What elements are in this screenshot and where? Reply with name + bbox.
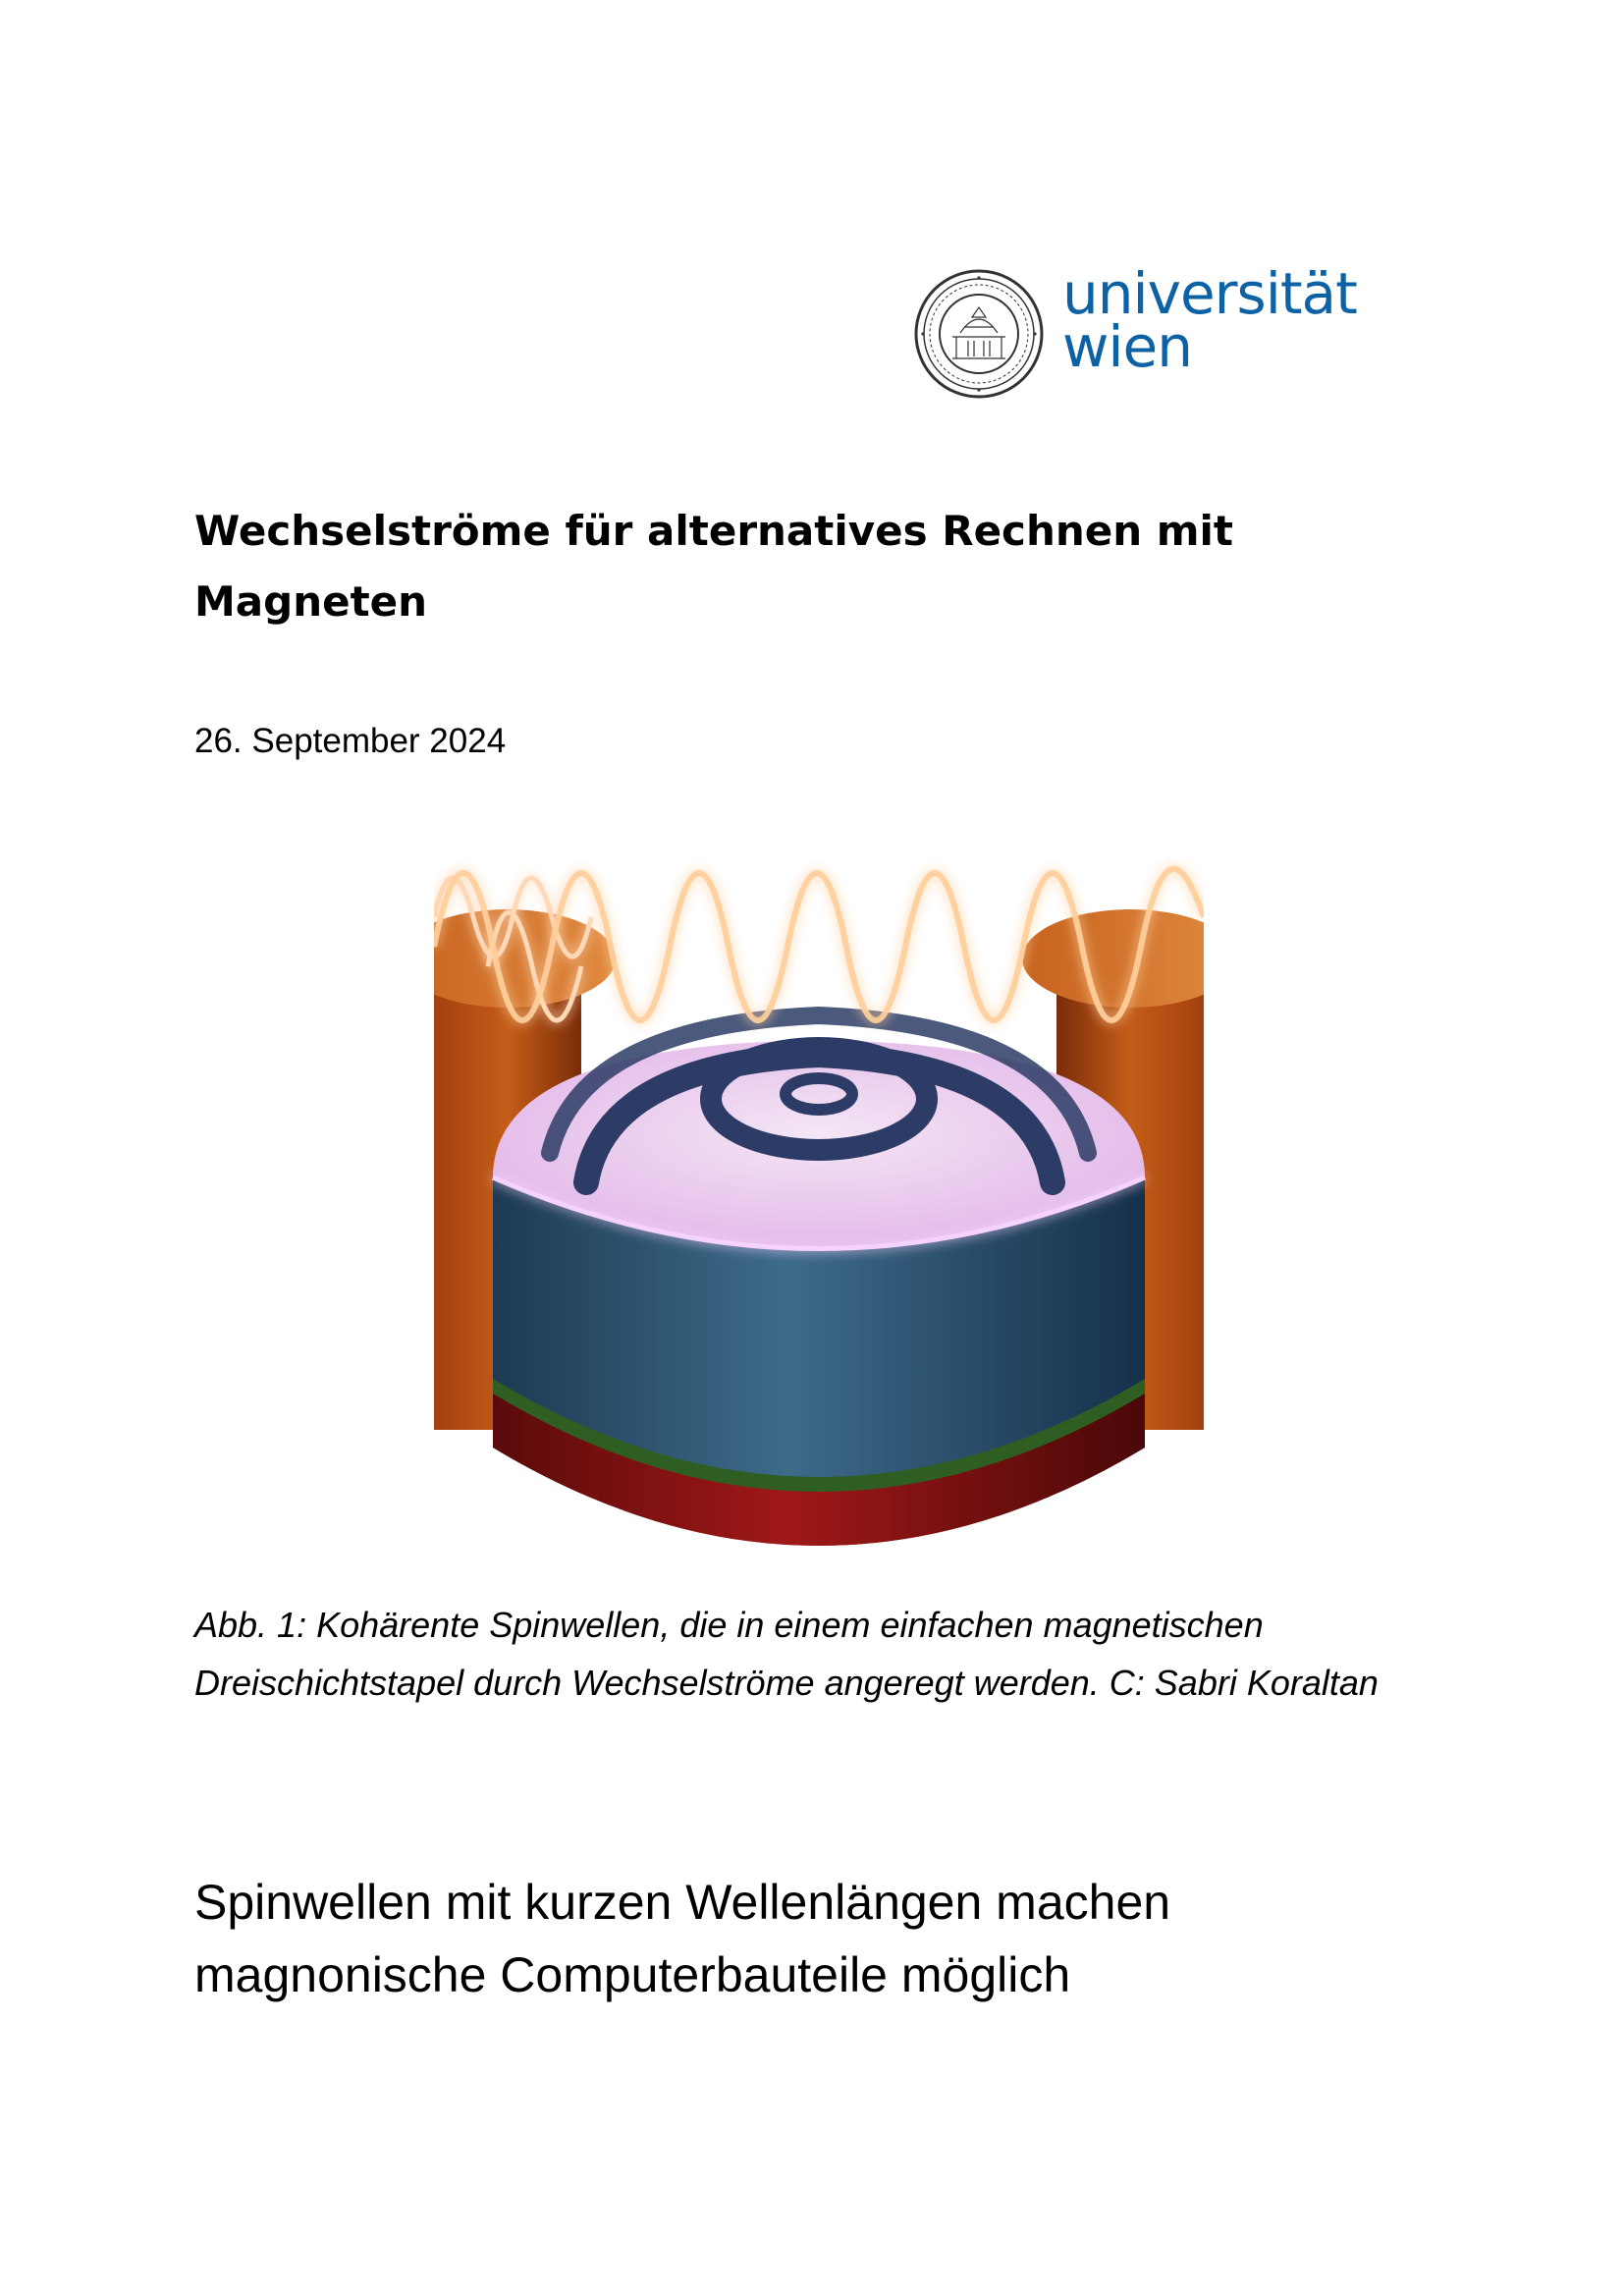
figure-caption: Abb. 1: Kohärente Spinwellen, die in einem einfachen magnetischen Dreischichtstapel durch Wechselströme angeregt werden. C: Sabri Koraltan: [194, 1605, 1379, 1703]
article-subheadline: Spinwellen mit kurzen Wellenlängen machen magnonische Computerbauteile möglich: [194, 1875, 1171, 2002]
article-date: 26. September 2024: [194, 722, 507, 760]
university-logo: [913, 260, 1414, 403]
wordmark-line-1: universität: [1062, 260, 1357, 327]
university-seal-icon: [913, 268, 1045, 400]
wordmark-line-2: wien: [1062, 313, 1192, 380]
university-wordmark: [1062, 260, 1357, 380]
spin-wave-illustration: [434, 858, 1204, 1563]
article-title: Wechselströme für alternatives Rechnen mit Magneten: [194, 507, 1233, 626]
spin-wave-image: [434, 858, 1204, 1563]
